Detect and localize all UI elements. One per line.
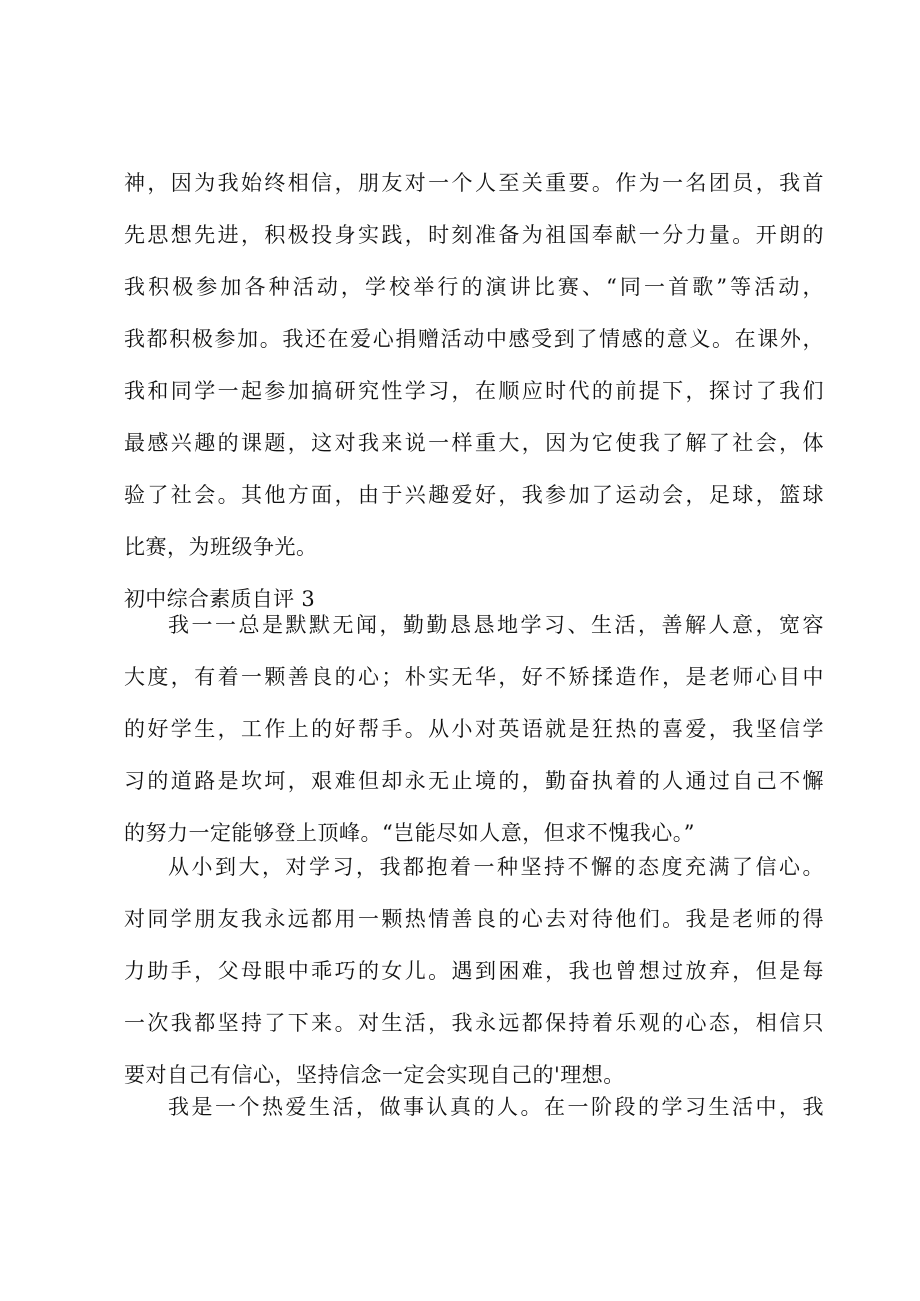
text-line: 我积极参加各种活动，学校举行的演讲比赛、“同一首歌”等活动， xyxy=(124,275,824,299)
text-line: 先思想先进，积极投身实践，时刻准备为祖国奉献一分力量。开朗的 xyxy=(124,223,824,247)
text-line: 要对自己有信心，坚持信念一定会实现自己的'理想。 xyxy=(124,1063,625,1087)
text-line: 对同学朋友我永远都用一颗热情善良的心去对待他们。我是老师的得 xyxy=(124,907,824,931)
text-line: 我都积极参加。我还在爱心捐赠活动中感受到了情感的意义。在课外， xyxy=(124,327,824,351)
text-line: 从小到大，对学习，我都抱着一种坚持不懈的态度充满了信心。 xyxy=(168,855,824,879)
paragraph-2 xyxy=(124,841,824,1101)
text-line: 一次我都坚持了下来。对生活，我永远都保持着乐观的心态，相信只 xyxy=(124,1011,824,1035)
paragraph-continuation xyxy=(124,157,824,573)
text-line: 神，因为我始终相信，朋友对一个人至关重要。作为一名团员，我首 xyxy=(124,171,824,195)
text-line: 习的道路是坎坷，艰难但却永无止境的，勤奋执着的人通过自己不懈 xyxy=(124,769,824,793)
text-line: 的努力一定能够登上顶峰。“岂能尽如人意，但求不愧我心。” xyxy=(124,821,695,845)
text-line: 我一一总是默默无闻，勤勤恳恳地学习、生活，善解人意，宽容 xyxy=(168,613,824,637)
text-line: 验了社会。其他方面，由于兴趣爱好，我参加了运动会，足球，篮球 xyxy=(124,483,824,507)
text-line: 的好学生，工作上的好帮手。从小对英语就是狂热的喜爱，我坚信学 xyxy=(124,717,824,741)
text-line: 比赛，为班级争光。 xyxy=(124,535,318,559)
text-line: 我是一个热爱生活，做事认真的人。在一阶段的学习生活中，我 xyxy=(168,1095,824,1119)
paragraph-3 xyxy=(124,1081,824,1133)
paragraph-1 xyxy=(124,599,824,859)
section-heading: 初中综合素质自评 3 xyxy=(124,587,316,611)
text-line: 大度，有着一颗善良的心；朴实无华，好不矫揉造作，是老师心目中 xyxy=(124,665,824,689)
text-line: 最感兴趣的课题，这对我来说一样重大，因为它使我了解了社会，体 xyxy=(124,431,824,455)
text-line: 力助手，父母眼中乖巧的女儿。遇到困难，我也曾想过放弃，但是每 xyxy=(124,959,824,983)
text-line: 我和同学一起参加搞研究性学习，在顺应时代的前提下，探讨了我们 xyxy=(124,379,824,403)
